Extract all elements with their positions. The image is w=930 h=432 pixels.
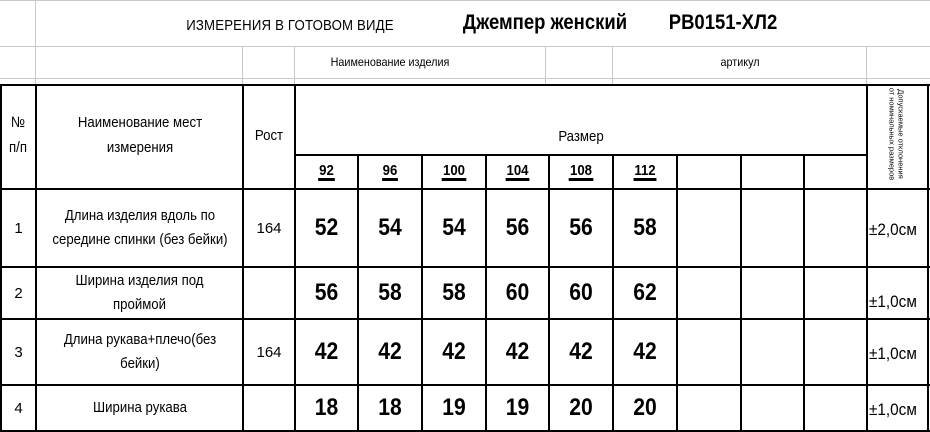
cell-value: 18 (378, 394, 402, 421)
row-height: 164 (256, 343, 282, 361)
size-label-112: 112 (634, 162, 656, 179)
column-header-number: № п/п (9, 114, 27, 156)
cell-value: 19 (505, 394, 530, 421)
cell-value: 56 (569, 214, 593, 241)
row-tolerance: ±1,0см (869, 344, 917, 363)
row-number: 3 (14, 343, 23, 361)
row-number: 4 (14, 399, 23, 417)
cell-value: 42 (569, 338, 593, 365)
size-label-96: 96 (382, 162, 398, 179)
row-tolerance: ±1,0см (869, 292, 917, 311)
cell-value: 20 (633, 394, 657, 421)
row-number: 1 (14, 219, 23, 237)
cell-value: 42 (442, 338, 466, 365)
column-header-tolerance: Допускаемые отклонения от номинальных размеров (888, 87, 906, 181)
cell-value: 42 (505, 338, 530, 365)
cell-value: 58 (633, 214, 657, 241)
row-height (244, 268, 294, 318)
article-label: артикул (720, 55, 760, 69)
row-tolerance: ±2,0см (869, 220, 917, 239)
row-tolerance: ±1,0см (869, 400, 917, 419)
cell-value: 54 (378, 214, 402, 241)
row-measure-name: Ширина рукава (93, 399, 187, 416)
column-header-height: Рост (254, 126, 284, 144)
product-name: Джемпер женский (462, 11, 628, 34)
size-label-108: 108 (569, 162, 593, 179)
cell-value: 56 (314, 279, 339, 306)
row-height (244, 386, 294, 430)
product-label: Наименование изделия (330, 55, 450, 69)
document-title: ИЗМЕРЕНИЯ В ГОТОВОМ ВИДЕ (186, 16, 394, 34)
column-header-measure: Наименование мест измерения (77, 114, 203, 156)
cell-value: 60 (569, 279, 593, 306)
size-label-100: 100 (442, 162, 466, 179)
cell-value: 56 (505, 214, 530, 241)
row-height: 164 (256, 219, 282, 237)
cell-value: 42 (633, 338, 657, 365)
cell-value: 58 (378, 279, 402, 306)
cell-value: 42 (378, 338, 402, 365)
cell-value: 42 (314, 338, 339, 365)
row-number: 2 (14, 284, 23, 302)
size-label-92: 92 (319, 162, 334, 179)
row-measure-name: Ширина изделия под проймой (75, 272, 204, 313)
article-code: PB0151-ХЛ2 (668, 11, 778, 34)
row-measure-name: Длина рукава+плечо(без бейки) (63, 331, 217, 372)
cell-value: 62 (633, 279, 657, 306)
cell-value: 54 (442, 214, 466, 241)
cell-value: 20 (569, 394, 593, 421)
cell-value: 58 (442, 279, 466, 306)
cell-value: 19 (442, 394, 466, 421)
cell-value: 18 (314, 394, 339, 421)
size-label-104: 104 (506, 162, 529, 179)
column-header-size: Размер (558, 127, 604, 145)
cell-value: 60 (505, 279, 530, 306)
cell-value: 52 (314, 214, 339, 241)
row-measure-name: Длина изделия вдоль по середине спинки (без бейки) (52, 207, 228, 248)
